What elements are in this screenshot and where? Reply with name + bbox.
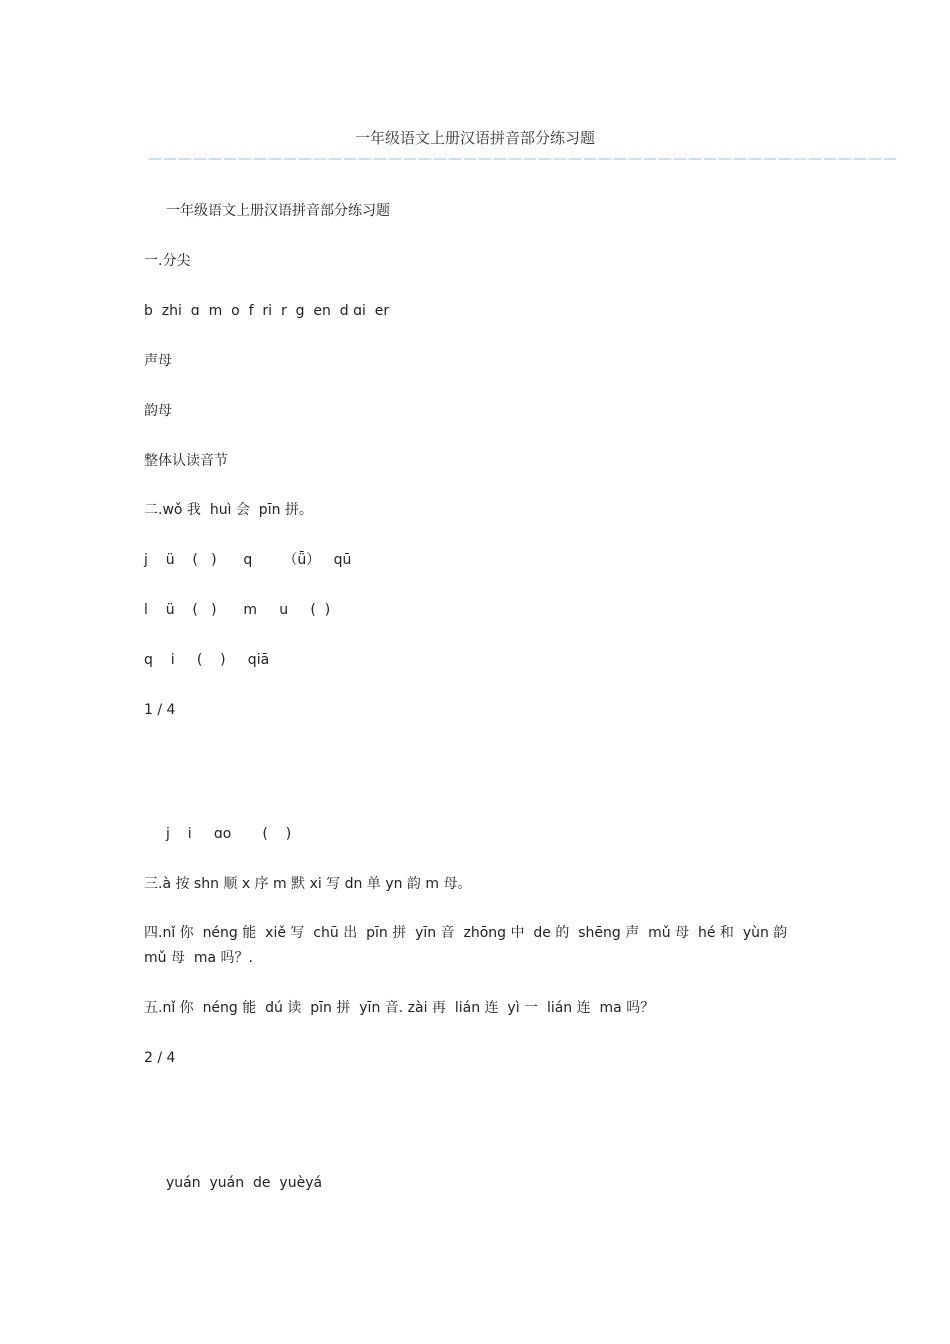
section-2-heading: 二.wǒ 我 huì 会 pīn 拼。 [144,502,313,518]
header-divider: —————————————————————————————————————————————————— [148,151,898,167]
row-finals-label: 韵母 [144,403,172,419]
section-3-text: 三.à 按 shn 顺 x 序 m 默 xi 写 dn 单 yn 韵 m 母。 [144,876,472,892]
row-initials-label: 声母 [144,353,172,369]
section-1-letters: b zhi ɑ m o f ri r g en d ɑi er [144,303,390,319]
exercise-line-3: q i ( ) qiā [144,652,270,668]
document-title: 一年级语文上册汉语拼音部分练习题 [166,203,390,219]
section-1-heading: 一.分尖 [144,253,191,269]
section-5-text: 五.nǐ 你 néng 能 dú 读 pīn 拼 yīn 音. zài 再 lián 连 yì 一 lián 连 ma 吗？ [144,1000,655,1016]
exercise-line-2: l ü ( ) m u ( ) [144,602,331,618]
page-number-2: 2 / 4 [144,1050,176,1066]
exercise-line-1: j ü ( ) q （ǖ） qū [144,552,352,568]
section-4-text: 四.nǐ 你 néng 能 xiě 写 chū 出 pīn 拼 yīn 音 zhōng 中 de 的 shēng 声 mǔ 母 hé 和 yùn 韵 mǔ 母 ma 吗？. [144,925,797,966]
page-number-1: 1 / 4 [144,702,176,718]
exercise-line-4: j i ɑo ( ) [166,826,292,842]
row-syllables-label: 整体认读音节 [144,453,228,469]
page-header-title: 一年级语文上册汉语拼音部分练习题 [354,129,595,147]
section-6-text: yuán yuán de yuèyá [166,1175,323,1191]
